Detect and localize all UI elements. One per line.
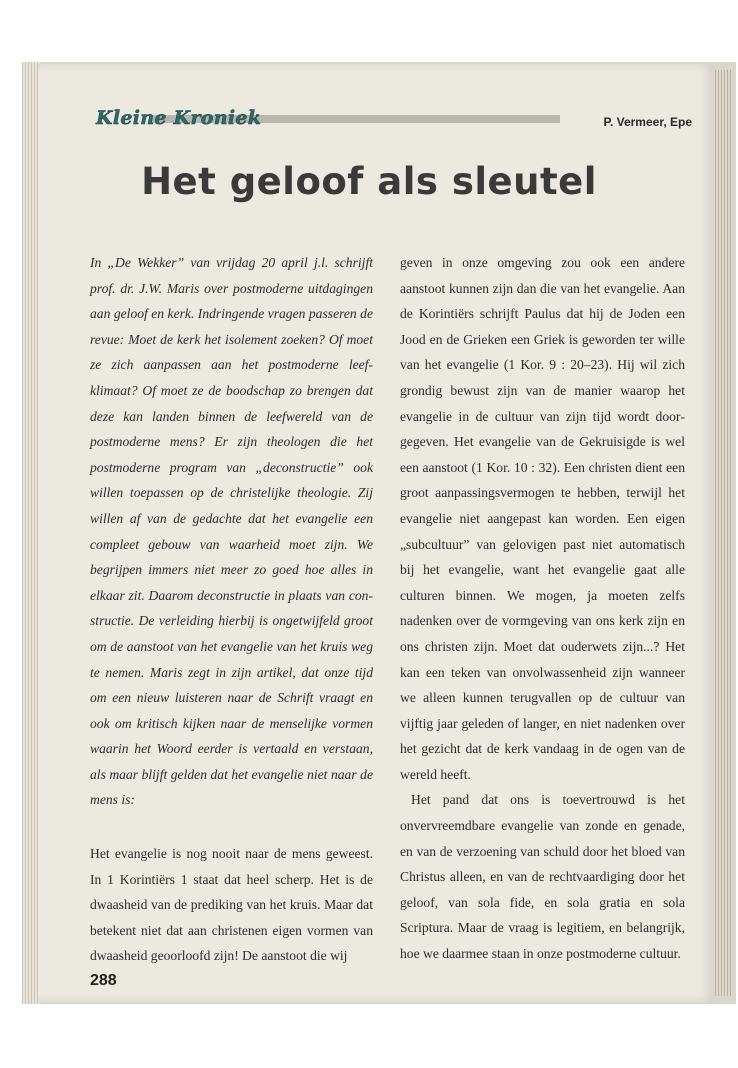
body-paragraph: Het evangelie is nog nooit naar de mens geweest. In 1 Korintiërs 1 staat dat heel scherp. Het is de dwaasheid van de prediking van het kruis. Maar dat betekent niet dat aan christenen eigen vormen van dwaasheid geoorloofd zijn! De aanstoot die wij: [90, 846, 373, 964]
article-title: Het geloof als sleutel: [141, 160, 597, 203]
body-paragraph: Het pand dat ons is toevertrouwd is het onvervreemdbare evangelie van zonde en genade, en van de verzoening van schuld door het bloed van Christus alleen, en van de rechtvaardiging door het geloof, van sola fide, en sola gratia en sola Scriptura. Maar de vraag is legitiem, en belangrijk, hoe we daarmee staan in onze postmoderne cultuur.: [400, 792, 685, 962]
page-edges-right: [712, 70, 732, 996]
intro-paragraph: In „De Wekker” van vrijdag 20 april j.l. schrijft prof. dr. J.W. Maris over postmoderne uitdagingen aan geloof en kerk. Indringende vragen passeren de revue: Moet de kerk het isolement zoeken? Of moet ze zich aanpassen aan het postmoderne leefklimaat? Of moet ze de boodschap zo brengen dat deze kan landen binnen de leefwereld van de postmoderne mens? Er zijn theologen die het postmoderne program van „deconstructie” ook willen toepassen op de christelijke theologie. Zij willen af van de gedachte dat het evangelie een compleet gebouw van waarheid moet zijn. We begrijpen immers niet meer zo goed hoe alles in elkaar zit. Daarom deconstructie in plaats van constructie. De verleiding hierbij is ongetwijfeld groot om de aanstoot van het evangelie van het kruis weg te nemen. Maris zegt in zijn artikel, dat onze tijd om een nieuw luisteren naar de Schrift vraagt en ook om kritisch kijken naar de menselijke vormen waarin het Woord eerder is vertaald en verstaan, als maar blijft gelden dat het evangelie niet naar de mens is:: [90, 255, 373, 808]
rubric-title: Kleine Kroniek: [96, 107, 262, 129]
page-number: 288: [90, 972, 117, 989]
column-right: [400, 250, 685, 967]
author-name: P. Vermeer, Epe: [603, 115, 692, 129]
body-paragraph: geven in onze omgeving zou ook een andere aanstoot kunnen zijn dan die van het evangelie. Aan de Korintiërs schrijft Paulus dat hij de Joden een Jood en de Grieken een Griek is geworden ter wille van het evangelie (1 Kor. 9 : 20–23). Hij wil zich grondig bewust zijn van de manier waarop het evangelie in de cultuur van zijn tijd wordt doorgegeven. Het evangelie van de Gekruisigde is wel een aanstoot (1 Kor. 10 : 32). Een christen dient een groot aanpassingsvermogen te hebben, terwijl het evangelie niet aangepast kan worden. Een eigen „subcultuur” van gelovigen past niet automatisch bij het evangelie, want het evangelie gaat alle culturen binnen. We mogen, ja moeten zelfs nadenken over de vormgeving van ons kerk zijn en ons christen zijn. Moet dat ouderwets zijn...? Het kan een teken van onvolwassenheid zijn wanneer we alleen kunnen terugvallen op de cultuur van vijftig jaar geleden of langer, en niet nadenken over het gezicht dat de kerk vandaag in de ogen van de wereld heeft.: [400, 255, 685, 782]
column-left: [90, 250, 373, 969]
